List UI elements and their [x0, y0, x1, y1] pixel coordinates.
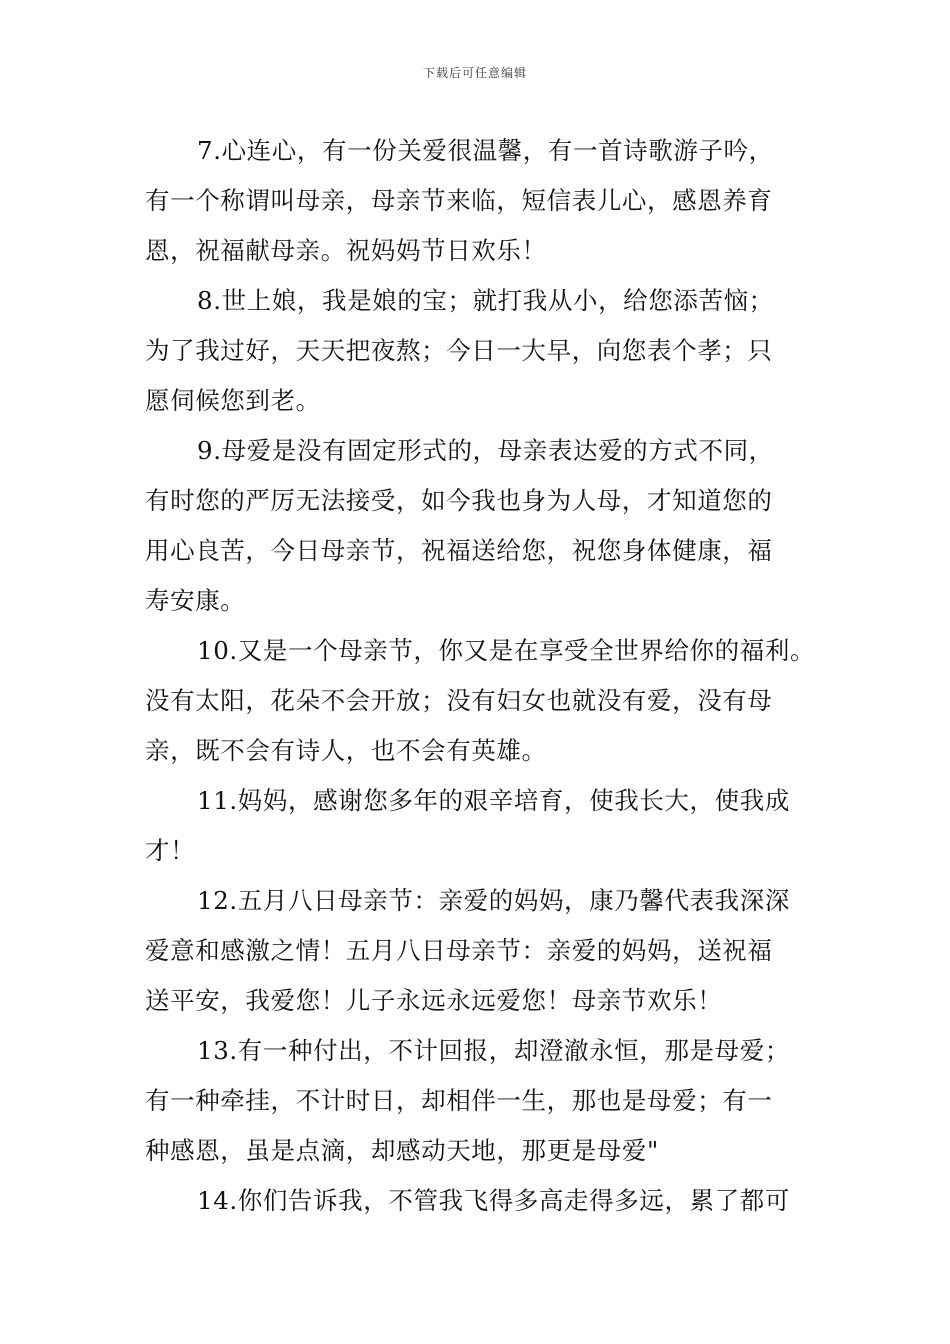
text-line: 愿伺候您到老。	[145, 386, 321, 415]
text-line: 有时您的严厉无法接受，如今我也身为人母，才知道您的	[145, 486, 773, 515]
text-line: 恩，祝福献母亲。祝妈妈节日欢乐！	[145, 236, 547, 265]
paragraph-9	[145, 426, 813, 626]
text-line: 用心良苦，今日母亲节，祝福送给您，祝您身体健康，福	[145, 536, 773, 565]
text-line: 寿安康。	[145, 586, 246, 615]
text-line: 有一个称谓叫母亲，母亲节来临，短信表儿心，感恩养育	[145, 186, 773, 215]
text-line: 为了我过好，天天把夜熬；今日一大早，向您表个孝；只	[145, 336, 773, 365]
page-header: 下载后可任意编辑	[422, 66, 527, 80]
paragraph-10	[145, 626, 816, 776]
paragraph-7	[145, 126, 813, 276]
paragraph-8	[145, 276, 813, 426]
text-line: 才！	[145, 836, 196, 865]
text-line: 没有太阳，花朵不会开放；没有妇女也就没有爱，没有母	[145, 686, 773, 715]
text-line: 10.又是一个母亲节，你又是在享受全世界给你的福利。	[197, 636, 816, 665]
text-line: 13.有一种付出，不计回报，却澄澈永恒，那是母爱；	[197, 1036, 790, 1065]
paragraph-13	[145, 1026, 813, 1176]
text-line: 7.心连心，有一份关爱很温馨，有一首诗歌游子吟，	[197, 136, 774, 165]
text-line: 12.五月八日母亲节：亲爱的妈妈，康乃馨代表我深深	[197, 886, 790, 915]
paragraph-12	[145, 876, 813, 1026]
document-body	[145, 126, 816, 1226]
text-line: 14.你们告诉我，不管我飞得多高走得多远，累了都可	[197, 1186, 790, 1215]
text-line: 9.母爱是没有固定形式的，母亲表达爱的方式不同，	[197, 436, 774, 465]
text-line: 种感恩，虽是点滴，却感动天地，那更是母爱"	[145, 1136, 659, 1165]
text-line: 亲，既不会有诗人，也不会有英雄。	[145, 736, 547, 765]
text-line: 11.妈妈，感谢您多年的艰辛培育，使我长大，使我成	[197, 786, 790, 815]
paragraph-14	[145, 1176, 813, 1226]
text-line: 送平安，我爱您！儿子永远永远爱您！母亲节欢乐！	[145, 986, 723, 1015]
text-line: 爱意和感激之情！五月八日母亲节：亲爱的妈妈，送祝福	[145, 936, 773, 965]
paragraph-11	[145, 776, 813, 876]
text-line: 8.世上娘，我是娘的宝；就打我从小，给您添苦恼；	[197, 286, 774, 315]
text-line: 有一种牵挂，不计时日，却相伴一生，那也是母爱；有一	[145, 1086, 773, 1115]
